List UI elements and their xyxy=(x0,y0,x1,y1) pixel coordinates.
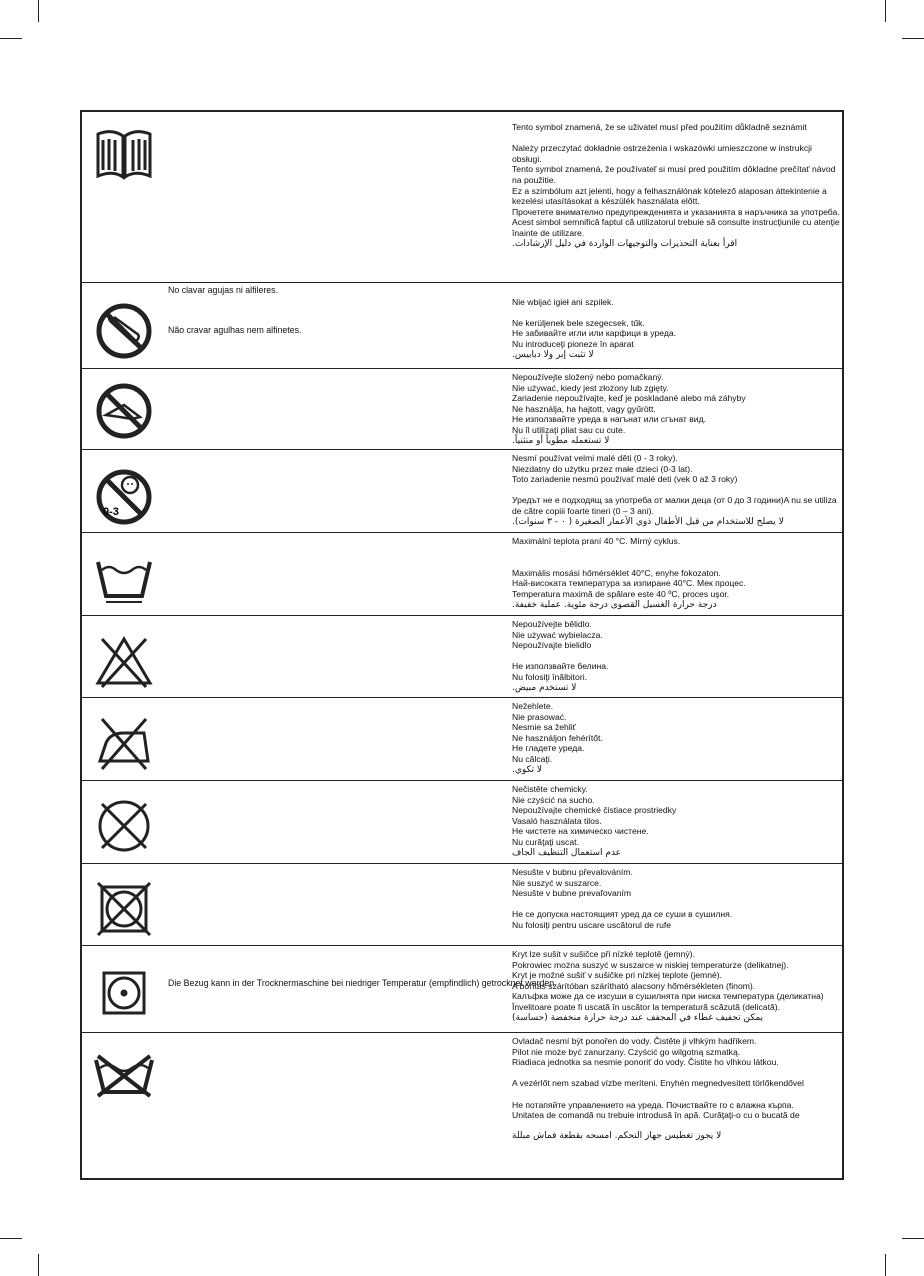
text-line: Maximální teplota praní 40 °C. Mírný cyklus. xyxy=(512,536,681,546)
row-divider xyxy=(82,697,842,698)
text-line: Калъфка може да се изсуши в сушилнята при ниска температура (деликатна) xyxy=(512,991,824,1002)
spacer xyxy=(512,485,842,496)
text-line: Pilot nie może być zanurzany. Czyścić go wilgotną szmatką. xyxy=(512,1046,741,1057)
row-divider xyxy=(82,780,842,781)
text-line: Nu folosiţi pentru uscare uscătorul de rufe xyxy=(512,919,672,930)
translations-block xyxy=(512,784,842,858)
text-line: Не се допуска настоящият уред да се суши в сушилня. xyxy=(512,909,733,920)
crop-mark xyxy=(902,1238,924,1239)
spacer xyxy=(512,133,842,144)
spacer xyxy=(512,1121,842,1132)
arabic-text-line: يمكن تجفيف غطاء في المجفف عند درجة حرارة منخفضة (حساسة) xyxy=(512,1012,764,1023)
text-line: Не чистете на химическо чистене. xyxy=(512,826,649,837)
middle-note xyxy=(168,948,557,988)
symbol-row xyxy=(82,615,842,697)
middle-note-line: No clavar agujas ni alfileres. xyxy=(168,285,279,295)
text-line: Nie używać wybielacza. xyxy=(512,629,603,640)
text-line: Zariadenie nepoužívajte, keď je poskladané alebo má záhyby xyxy=(512,393,746,404)
text-line: Pokrowiec można suszyć w suszarce w niskiej temperaturze (delikatnej). xyxy=(512,959,789,970)
translations-block xyxy=(512,372,842,446)
arabic-text-line: لا يجوز تغطيس جهاز التحكم. امسحه بقطعة قماش مبللة xyxy=(512,1131,722,1142)
wash-40-gentle-icon xyxy=(94,548,154,608)
text-line: Прочетете внимателно предупрежденията и указанията в наръчника за употреба. xyxy=(512,206,840,217)
text-line: Acest simbol semnifică faptul că utilizatorul trebuie să consulte instrucţiunile cu atenţie înainte de utilizare. xyxy=(512,217,840,238)
text-line: Niezdatny do użytku przez małe dzieci (0-3 lat). xyxy=(512,463,693,474)
row-divider xyxy=(82,449,842,450)
arabic-text-line: لا تستعمله مطوياً أو منثنياً. xyxy=(512,435,610,446)
text-line: Nu folosiţi înălbitori. xyxy=(512,671,587,682)
arabic-text-line: لا تكوي. xyxy=(512,764,543,775)
text-line: Nežehlete. xyxy=(512,701,554,711)
no-bleach-icon xyxy=(94,631,154,691)
arabic-text-line: اقرأ بعناية التحذيرات والتوجيهات الواردة في دليل الإرشادات. xyxy=(512,238,738,249)
text-line: Не потапяйте управлението на уреда. Почиствайте го с влажна кърпа. xyxy=(512,1099,794,1110)
row-divider xyxy=(82,945,842,946)
text-line: Nečistěte chemicky. xyxy=(512,784,588,794)
spacer xyxy=(512,547,842,558)
text-line: Nu îl utilizaţi pliat sau cu cute. xyxy=(512,424,626,435)
row-divider xyxy=(82,532,842,533)
symbol-row xyxy=(82,780,842,863)
text-line: Не използвайте белина. xyxy=(512,661,609,672)
text-line: A borítás szárítóban szárítható alacsony hőmérsékleten (finom). xyxy=(512,980,756,991)
text-line: Tento symbol znamená, že používateľ si musí pred použitím dôkladne prečítať návod na použitie. xyxy=(512,164,836,185)
spacer xyxy=(512,286,842,297)
text-line: Toto zariadenie nesmú používať malé deti (vek 0 až 3 roky) xyxy=(512,474,738,485)
text-line: Nie używać, kiedy jest złożony lub zgięty. xyxy=(512,382,669,393)
row-divider xyxy=(82,615,842,616)
no-dry-clean-icon xyxy=(94,796,154,856)
no-iron-icon xyxy=(94,713,154,773)
arabic-text-line: لا يصلح للاستخدام من قبل الأطفال ذوي الأعمار الصغيرة ( ٠ - ٣ سنوات). xyxy=(512,516,784,527)
text-line: Nesmí používat velmi malé děti (0 - 3 roky). xyxy=(512,453,678,463)
middle-note-line: Die Bezug kann in der Trocknermaschine bei niedriger Temperatur (empfindlich) getrocknet werden. xyxy=(168,978,557,988)
middle-note-line xyxy=(168,295,302,305)
symbol-row xyxy=(82,697,842,780)
symbol-row xyxy=(82,112,842,282)
symbol-row xyxy=(82,282,842,368)
row-divider xyxy=(82,863,842,864)
arabic-text-line: عدم استعمال التنظيف الجاف xyxy=(512,847,622,858)
spacer xyxy=(512,307,842,318)
text-line: Maximális mosási hőmérséklet 40°C, enyhe fokozaton. xyxy=(512,567,721,578)
text-line: Temperatura maximă de spălare este 40 ºC, proces uşor. xyxy=(512,588,730,599)
text-line: Nepoužívajte bielidlo xyxy=(512,640,592,651)
crop-mark xyxy=(885,1254,886,1276)
text-line: Nie prasować. xyxy=(512,711,567,722)
middle-note-line xyxy=(168,948,557,958)
text-line: Най-високата температура за изпиране 40°C. Мек процес. xyxy=(512,578,746,589)
translations-block xyxy=(512,701,842,775)
spacer xyxy=(512,899,842,910)
text-line: Ovladač nesmí být ponořen do vody. Čistěte ji vlhkým hadříkem. xyxy=(512,1036,757,1046)
text-line: Nie wbijać igieł ani szpilek. xyxy=(512,296,614,307)
age-range-label: 0-3 xyxy=(103,506,119,518)
symbol-row xyxy=(82,368,842,449)
text-line: Не забивайте игли или карфици в уреда. xyxy=(512,328,677,339)
no-tumble-dry-icon xyxy=(94,879,154,939)
arabic-text-line: لا تستخدم مبيض. xyxy=(512,682,577,693)
translations-block xyxy=(512,536,842,610)
translations-block xyxy=(512,619,842,693)
text-line: Riadiaca jednotka sa nesmie ponoriť do vody. Čistite ho vlhkou látkou. xyxy=(512,1057,779,1068)
text-line: Ez a szimbólum azt jelenti, hogy a felhasználónak kötelező alaposan áttekintenie a kezelési utasításokat a készülék használata előtt. xyxy=(512,185,827,207)
middle-note-line xyxy=(168,305,302,315)
text-line: Kryt je možné sušiť v sušičke pri nízkej teplote (jemné). xyxy=(512,970,723,981)
no-pins-needles-icon xyxy=(94,301,154,361)
text-line: Ne használja, ha hajtott, vagy gyűrött. xyxy=(512,403,656,414)
text-line: Nu călcaţi. xyxy=(512,753,553,764)
text-line: Nepoužívejte bělidlo. xyxy=(512,619,592,629)
do-not-wash-icon xyxy=(94,1042,154,1102)
symbol-row xyxy=(82,945,842,1032)
arabic-text-line: لا تثبت إبر ولا دبابيس. xyxy=(512,349,594,360)
translations-block xyxy=(512,286,842,360)
crop-mark xyxy=(0,1238,22,1239)
crop-mark xyxy=(0,38,22,39)
text-line: Уредът не е подходящ за употреба от малки деца (от 0 до 3 години)A nu se utiliza de către copiii foarte tineri (0 – 3 ani). xyxy=(512,495,837,516)
spacer xyxy=(512,1089,842,1100)
text-line: Ne kerüljenek bele szegecsek, tűk. xyxy=(512,317,645,328)
middle-note-line xyxy=(168,968,557,978)
translations-block xyxy=(512,949,842,1023)
symbol-row xyxy=(82,1032,842,1178)
crop-mark xyxy=(902,38,924,39)
middle-note-line: Não cravar agulhas nem alfinetes. xyxy=(168,325,302,335)
symbol-row xyxy=(82,532,842,615)
text-line: Не използвайте уреда в нагънат или сгънат вид. xyxy=(512,414,706,425)
row-divider xyxy=(82,368,842,369)
translations-block xyxy=(512,867,842,931)
crop-mark xyxy=(38,1254,39,1276)
no-children-0-3-icon xyxy=(94,467,154,527)
row-divider xyxy=(82,1032,842,1033)
text-line: Nepoužívejte složený nebo pomačkaný. xyxy=(512,372,664,382)
symbol-row xyxy=(82,863,842,945)
symbol-row xyxy=(82,449,842,532)
crop-mark xyxy=(38,0,39,22)
spacer xyxy=(512,1068,842,1079)
text-line: A vezérlőt nem szabad vízbe meríteni. Enyhén megnedvesített törlőkendővel xyxy=(512,1078,804,1089)
crop-mark xyxy=(885,0,886,22)
translations-block xyxy=(512,122,842,249)
row-divider xyxy=(82,282,842,283)
read-manual-icon xyxy=(94,124,154,184)
text-line: Nepoužívajte chemické čistiace prostriedky xyxy=(512,805,677,816)
text-line: Kryt lze sušit v sušičce při nízké teplotě (jemný). xyxy=(512,949,695,959)
spacer xyxy=(512,651,842,662)
translations-block xyxy=(512,453,842,527)
text-line: Nie czyścić na sucho. xyxy=(512,794,595,805)
arabic-text-line: درجة حرارة الغسيل القصوى درجة مئوية. عملية خفيفة. xyxy=(512,599,717,610)
middle-note-line xyxy=(168,958,557,968)
middle-note xyxy=(168,285,302,335)
text-line: Nesušte v bubne prevaľovaním xyxy=(512,888,632,899)
middle-note-line xyxy=(168,315,302,325)
text-line: Nesušte v bubnu převalováním. xyxy=(512,867,633,877)
tumble-dry-low-icon xyxy=(94,963,154,1023)
symbol-table xyxy=(80,110,844,1180)
text-line: Tento symbol znamená, že se uživatel musí před použitím důkladně seznámit xyxy=(512,122,807,132)
text-line: Не гладете уреда. xyxy=(512,743,585,754)
text-line: Należy przeczytać dokładnie ostrzeżenia i wskazówki umieszczone w instrukcji obsługi. xyxy=(512,143,812,164)
text-line: Unitatea de comandă nu trebuie introdusă în apă. Curăţaţi-o cu o bucată de xyxy=(512,1110,800,1121)
text-line: Nu introduceţi pioneze în aparat xyxy=(512,338,634,349)
translations-block xyxy=(512,1036,842,1142)
text-line: Nie suszyć w suszarce. xyxy=(512,877,602,888)
text-line: Nesmie sa žehliť xyxy=(512,722,576,733)
text-line: Învelitoare poate fi uscată în uscător la temperatură scăzută (delicată). xyxy=(512,1001,780,1012)
text-line: Vasaló használata tilos. xyxy=(512,815,602,826)
spacer xyxy=(512,557,842,568)
text-line: Nu curăţaţi uscat. xyxy=(512,836,579,847)
no-folded-use-icon xyxy=(94,381,154,441)
text-line: Ne használjon fehérítőt. xyxy=(512,732,603,743)
